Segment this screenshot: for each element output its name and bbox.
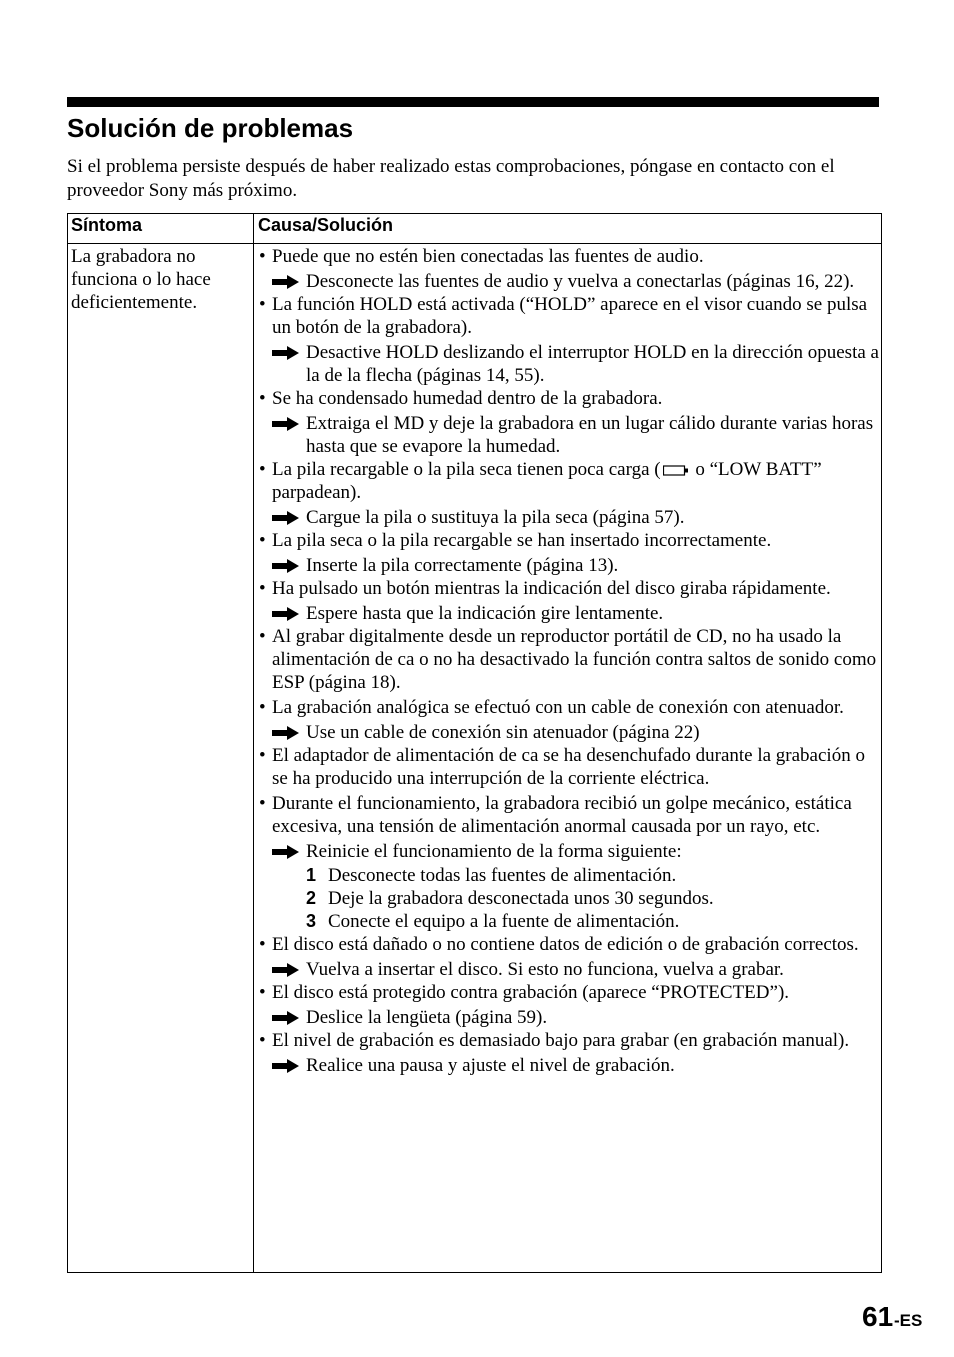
column-header-symptom: Síntoma bbox=[71, 215, 143, 235]
bullet: • bbox=[259, 530, 266, 551]
arrow-right-icon bbox=[272, 1059, 299, 1073]
solution-item bbox=[259, 412, 879, 458]
cause-item bbox=[259, 387, 879, 410]
cause-text: El nivel de grabación es demasiado bajo para grabar (en grabación manual). bbox=[272, 1030, 850, 1051]
cause-item bbox=[259, 696, 879, 719]
cause-text: Ha pulsado un botón mientras la indicación del disco giraba rápidamente. bbox=[272, 578, 831, 599]
step-text: Deje la grabadora desconectada unos 30 segundos. bbox=[328, 888, 714, 909]
cause-text: Al grabar digitalmente desde un reproductor portátil de CD, no ha usado la alimentación de ca o no ha desactivado la función contra saltos de sonido como ESP (página 18). bbox=[272, 626, 877, 693]
cause-item bbox=[259, 245, 879, 268]
arrow-right-icon bbox=[272, 607, 299, 621]
solution-item bbox=[259, 721, 879, 744]
cause-text-post: o “LOW BATT” parpadean). bbox=[272, 459, 822, 503]
column-divider bbox=[253, 214, 254, 1272]
arrow-right-icon bbox=[272, 275, 299, 289]
cause-text-pre: La pila recargable o la pila seca tienen poca carga ( bbox=[272, 459, 661, 480]
bullet: • bbox=[259, 626, 266, 647]
page-title: Solución de problemas bbox=[67, 113, 354, 143]
cause-item bbox=[259, 933, 879, 956]
bullet: • bbox=[259, 578, 266, 599]
solution-text: Vuelva a insertar el disco. Si esto no funciona, vuelva a grabar. bbox=[306, 959, 784, 980]
bullet: • bbox=[259, 459, 266, 480]
cause-text: La grabación analógica se efectuó con un cable de conexión con atenuador. bbox=[272, 697, 844, 718]
step-number: 1 bbox=[306, 865, 317, 885]
step-list bbox=[306, 864, 879, 933]
solution-text: Realice una pausa y ajuste el nivel de grabación. bbox=[306, 1055, 675, 1076]
step-text: Conecte el equipo a la fuente de alimentación. bbox=[328, 911, 680, 932]
cause-item bbox=[259, 458, 879, 504]
bullet: • bbox=[259, 745, 266, 766]
troubleshooting-table bbox=[67, 213, 882, 1273]
bullet: • bbox=[259, 934, 266, 955]
intro-paragraph: Si el problema persiste después de haber realizado estas comprobaciones, póngase en contacto con el proveedor Sony más próximo. bbox=[67, 156, 835, 201]
bullet: • bbox=[259, 793, 266, 814]
solution-text: Use un cable de conexión sin atenuador (página 22) bbox=[306, 722, 700, 743]
step-number: 3 bbox=[306, 911, 317, 931]
bullet: • bbox=[259, 294, 266, 315]
solution-text: Cargue la pila o sustituya la pila seca (página 57). bbox=[306, 507, 685, 528]
solution-item bbox=[259, 270, 879, 293]
cause-item bbox=[259, 744, 879, 790]
solution-item bbox=[259, 341, 879, 387]
solution-item bbox=[259, 554, 879, 577]
solution-item bbox=[259, 1006, 879, 1029]
solution-item bbox=[259, 958, 879, 981]
step-item bbox=[306, 910, 879, 933]
battery-icon bbox=[663, 465, 689, 476]
cause-item bbox=[259, 577, 879, 600]
step-item bbox=[306, 864, 879, 887]
arrow-right-icon bbox=[272, 726, 299, 740]
symptom-text: La grabadora no funciona o lo hace deficientemente. bbox=[71, 246, 211, 314]
cause-text: La pila seca o la pila recargable se han insertado incorrectamente. bbox=[272, 530, 772, 551]
page-number: 61 bbox=[862, 1301, 894, 1332]
solution-text: Reinicie el funcionamiento de la forma siguiente: bbox=[306, 841, 682, 862]
bullet: • bbox=[259, 246, 266, 267]
bullet: • bbox=[259, 1030, 266, 1051]
arrow-right-icon bbox=[272, 963, 299, 977]
arrow-right-icon bbox=[272, 417, 299, 431]
cause-text: El disco está dañado o no contiene datos de edición o de grabación correctos. bbox=[272, 934, 859, 955]
page-language-suffix: -ES bbox=[894, 1311, 923, 1330]
cause-text: El adaptador de alimentación de ca se ha desenchufado durante la grabación o se ha producido una interrupción de la corriente eléctrica. bbox=[272, 745, 865, 789]
arrow-right-icon bbox=[272, 559, 299, 573]
step-text: Desconecte todas las fuentes de alimentación. bbox=[328, 865, 677, 886]
cause-item bbox=[259, 625, 879, 694]
arrow-right-icon bbox=[272, 845, 299, 859]
solution-item bbox=[259, 1054, 879, 1077]
cause-item bbox=[259, 1029, 879, 1052]
cause-text: El disco está protegido contra grabación (aparece “PROTECTED”). bbox=[272, 982, 790, 1003]
cause-item bbox=[259, 529, 879, 552]
solution-text: Desactive HOLD deslizando el interruptor HOLD en la dirección opuesta a la de la flecha (páginas 14, 55). bbox=[306, 342, 879, 386]
solution-item bbox=[259, 840, 879, 933]
cause-item bbox=[259, 981, 879, 1004]
cause-list bbox=[259, 245, 879, 1077]
cause-text: Durante el funcionamiento, la grabadora recibió un golpe mecánico, estática excesiva, una tensión de alimentación anormal causada por un rayo, etc. bbox=[272, 793, 852, 837]
cause-text: La función HOLD está activada (“HOLD” aparece en el visor cuando se pulsa un botón de la grabadora). bbox=[272, 294, 868, 338]
solution-text: Deslice la lengüeta (página 59). bbox=[306, 1007, 548, 1028]
arrow-right-icon bbox=[272, 346, 299, 360]
bullet: • bbox=[259, 982, 266, 1003]
solution-text: Extraiga el MD y deje la grabadora en un lugar cálido durante varias horas hasta que se evapore la humedad. bbox=[306, 413, 874, 457]
bullet: • bbox=[259, 388, 266, 409]
cause-text: Se ha condensado humedad dentro de la grabadora. bbox=[272, 388, 663, 409]
cause-item bbox=[259, 792, 879, 838]
arrow-right-icon bbox=[272, 1011, 299, 1025]
cause-text: Puede que no estén bien conectadas las fuentes de audio. bbox=[272, 246, 704, 267]
bullet: • bbox=[259, 697, 266, 718]
top-rule bbox=[67, 97, 879, 107]
solution-item bbox=[259, 602, 879, 625]
solution-text: Desconecte las fuentes de audio y vuelva a conectarlas (páginas 16, 22). bbox=[306, 271, 855, 292]
solution-text: Inserte la pila correctamente (página 13). bbox=[306, 555, 619, 576]
header-divider bbox=[68, 243, 881, 244]
cause-item bbox=[259, 293, 879, 339]
step-item bbox=[306, 887, 879, 910]
arrow-right-icon bbox=[272, 511, 299, 525]
step-number: 2 bbox=[306, 888, 317, 908]
column-header-cause: Causa/Solución bbox=[258, 215, 394, 235]
solution-text: Espere hasta que la indicación gire lentamente. bbox=[306, 603, 664, 624]
solution-item bbox=[259, 506, 879, 529]
